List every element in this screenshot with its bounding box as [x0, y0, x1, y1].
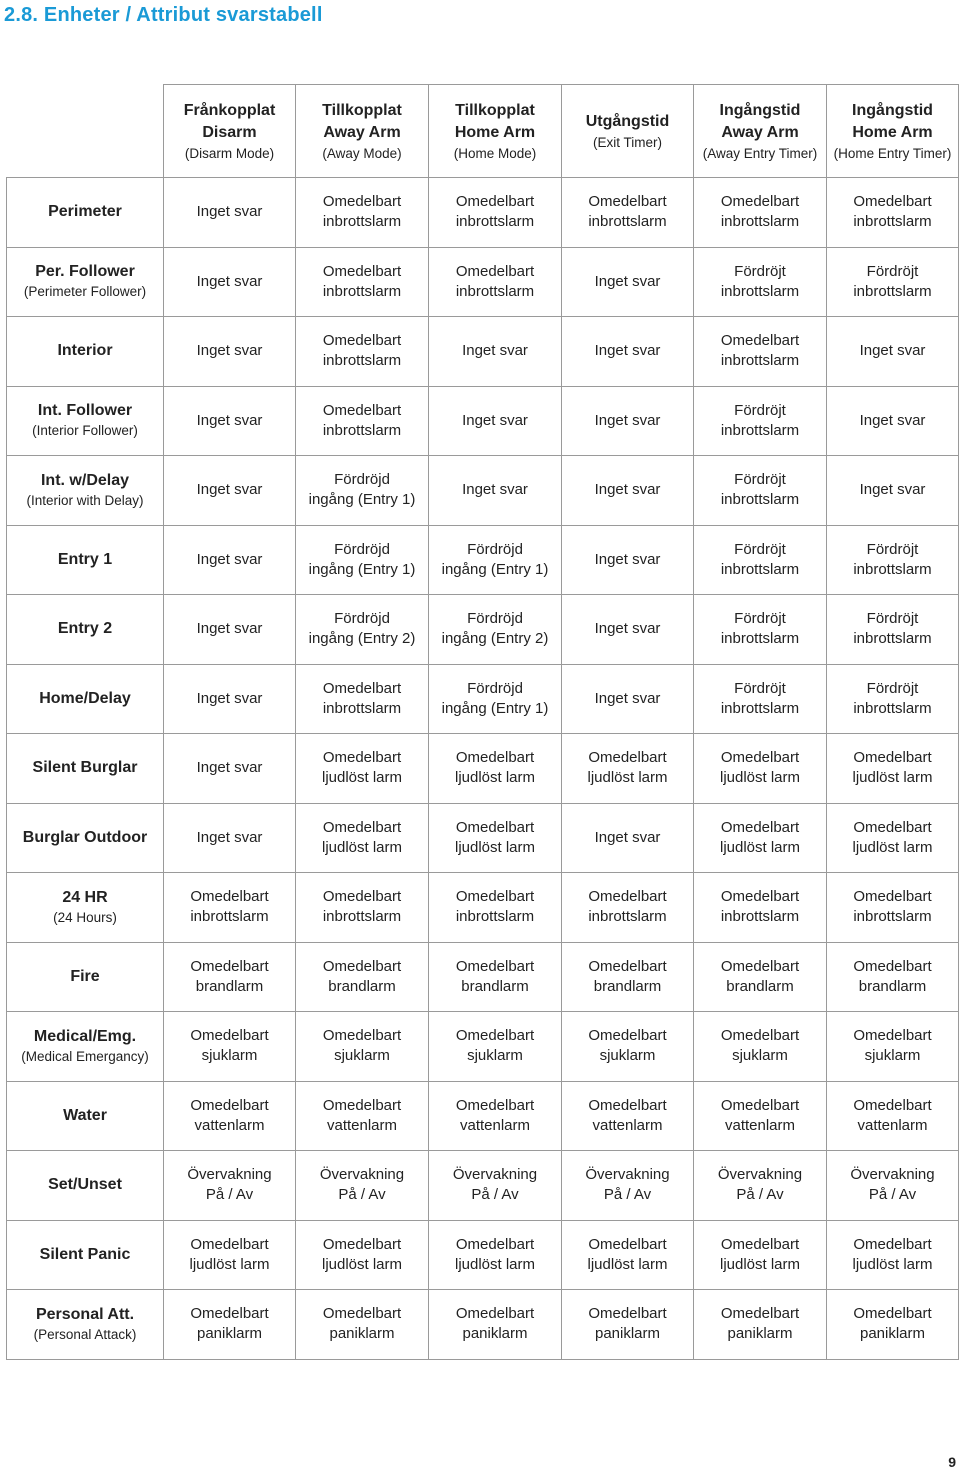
table-cell	[429, 942, 562, 1012]
cell-response-text: Omedelbart ljudlöst larm	[587, 1235, 668, 1273]
cell-response-text: Omedelbart vattenlarm	[720, 1096, 800, 1134]
table-cell	[694, 1081, 827, 1151]
row-sublabel: (Perimeter Follower)	[23, 284, 147, 300]
cell-response-text: Omedelbart brandlarm	[322, 957, 402, 995]
cell-response-text: Omedelbart inbrottslarm	[588, 888, 667, 926]
cell-response-text: Inget svar	[594, 828, 661, 846]
cell-response-text: Omedelbart ljudlöst larm	[454, 1235, 536, 1273]
cell-response-text: Fördröjd ingång (Entry 2)	[308, 610, 416, 648]
cell-response-text: Omedelbart brandlarm	[455, 957, 535, 995]
table-cell	[827, 942, 959, 1012]
cell-response-text: Omedelbart inbrottslarm	[853, 888, 932, 926]
table-cell	[429, 525, 562, 595]
table-cell	[694, 386, 827, 456]
cell-response-text: Omedelbart inbrottslarm	[588, 193, 667, 231]
table-cell	[429, 456, 562, 526]
row-label: Set/Unset	[48, 1176, 122, 1194]
table-cell	[296, 1081, 429, 1151]
cell-response-text: Omedelbart brandlarm	[853, 957, 932, 995]
cell-response-text: Omedelbart paniklarm	[322, 1305, 402, 1343]
cell-response-text: Fördröjt inbrottslarm	[720, 262, 800, 300]
table-cell	[827, 664, 959, 734]
cell-response-text: Omedelbart ljudlöst larm	[719, 818, 801, 856]
column-header-title: Tillkopplat	[322, 101, 402, 119]
table-cell	[562, 873, 694, 943]
cell-response-text: Inget svar	[196, 550, 263, 568]
column-header	[562, 85, 694, 178]
cell-response-text: Omedelbart ljudlöst larm	[454, 818, 536, 856]
table-cell	[562, 247, 694, 317]
cell-response-text: Omedelbart inbrottslarm	[322, 193, 402, 231]
cell-response-text: Inget svar	[594, 481, 661, 499]
table-cell	[164, 803, 296, 873]
table-cell	[562, 525, 694, 595]
table-cell	[562, 456, 694, 526]
cell-response-text: Inget svar	[196, 411, 263, 429]
cell-response-text: Omedelbart inbrottslarm	[720, 888, 800, 926]
table-cell	[296, 1290, 429, 1360]
cell-response-text: Inget svar	[196, 342, 263, 360]
cell-response-text: Omedelbart ljudlöst larm	[719, 1235, 801, 1273]
table-cell	[827, 1220, 959, 1290]
table-row	[7, 942, 959, 1012]
cell-response-text: Inget svar	[196, 620, 263, 638]
table-row	[7, 386, 959, 456]
cell-response-text: Fördröjt inbrottslarm	[853, 540, 932, 578]
column-header-sub: (Disarm Mode)	[184, 145, 275, 161]
cell-response-text: Omedelbart inbrottslarm	[322, 401, 402, 439]
table-row	[7, 664, 959, 734]
cell-response-text: Omedelbart brandlarm	[588, 957, 667, 995]
header-corner-cell	[7, 85, 164, 178]
row-label: Per. Follower	[35, 263, 135, 281]
table-cell	[562, 178, 694, 248]
table-cell	[562, 803, 694, 873]
row-label: Fire	[70, 967, 100, 985]
row-header	[7, 1012, 164, 1082]
table-cell	[562, 942, 694, 1012]
cell-response-text: Fördröjt inbrottslarm	[720, 679, 800, 717]
table-cell	[562, 1220, 694, 1290]
table-cell	[694, 456, 827, 526]
table-cell	[562, 1012, 694, 1082]
cell-response-text: Inget svar	[594, 689, 661, 707]
table-cell	[164, 1081, 296, 1151]
table-cell	[827, 595, 959, 665]
cell-response-text: Fördröjt inbrottslarm	[720, 540, 800, 578]
response-table	[6, 84, 959, 1360]
cell-response-text: Omedelbart ljudlöst larm	[454, 749, 536, 787]
table-row	[7, 1081, 959, 1151]
column-header-sub: (Exit Timer)	[593, 134, 662, 150]
row-header	[7, 595, 164, 665]
table-cell	[164, 734, 296, 804]
row-label: Interior	[57, 342, 113, 360]
column-header-sub: (Away Mode)	[322, 145, 402, 161]
table-cell	[429, 803, 562, 873]
row-header	[7, 525, 164, 595]
row-label: Silent Burglar	[32, 759, 138, 777]
header-row	[7, 85, 959, 178]
table-row	[7, 803, 959, 873]
cell-response-text: Övervakning På / Av	[717, 1166, 803, 1204]
table-cell	[164, 525, 296, 595]
cell-response-text: Inget svar	[196, 481, 263, 499]
row-sublabel: (Interior with Delay)	[26, 492, 144, 508]
table-cell	[562, 386, 694, 456]
table-cell	[296, 386, 429, 456]
table-cell	[429, 247, 562, 317]
cell-response-text: Omedelbart inbrottslarm	[322, 679, 402, 717]
row-header	[7, 873, 164, 943]
cell-response-text: Övervakning På / Av	[319, 1166, 405, 1204]
table-row	[7, 595, 959, 665]
cell-response-text: Omedelbart paniklarm	[588, 1305, 667, 1343]
row-label: Silent Panic	[39, 1245, 131, 1263]
table-cell	[694, 595, 827, 665]
table-cell	[827, 317, 959, 387]
cell-response-text: Omedelbart brandlarm	[720, 957, 800, 995]
table-cell	[164, 456, 296, 526]
table-cell	[694, 1220, 827, 1290]
cell-response-text: Fördröjt inbrottslarm	[853, 679, 932, 717]
column-header-mode: Home Arm	[852, 123, 933, 141]
cell-response-text: Omedelbart sjuklarm	[588, 1027, 667, 1065]
cell-response-text: Omedelbart ljudlöst larm	[852, 818, 933, 856]
table-cell	[296, 525, 429, 595]
cell-response-text: Inget svar	[859, 342, 926, 360]
cell-response-text: Omedelbart paniklarm	[190, 1305, 269, 1343]
column-header-title: Frånkopplat	[183, 101, 276, 119]
table-row	[7, 1012, 959, 1082]
table-cell	[429, 317, 562, 387]
table-cell	[296, 1012, 429, 1082]
cell-response-text: Omedelbart sjuklarm	[190, 1027, 269, 1065]
column-header-title: Ingångstid	[719, 101, 801, 119]
cell-response-text: Omedelbart inbrottslarm	[720, 332, 800, 370]
table-cell	[296, 595, 429, 665]
table-cell	[164, 873, 296, 943]
cell-response-text: Omedelbart paniklarm	[455, 1305, 535, 1343]
table-cell	[164, 1151, 296, 1221]
cell-response-text: Omedelbart inbrottslarm	[322, 888, 402, 926]
cell-response-text: Omedelbart vattenlarm	[322, 1096, 402, 1134]
column-header-title: Utgångstid	[585, 112, 670, 130]
response-table-body	[7, 85, 959, 1360]
table-cell	[827, 803, 959, 873]
table-cell	[164, 595, 296, 665]
table-cell	[296, 247, 429, 317]
cell-response-text: Omedelbart vattenlarm	[588, 1096, 667, 1134]
row-header	[7, 942, 164, 1012]
row-label: Perimeter	[48, 203, 122, 221]
table-cell	[694, 664, 827, 734]
table-cell	[827, 1151, 959, 1221]
cell-response-text: Fördröjt inbrottslarm	[720, 610, 800, 648]
row-header	[7, 1290, 164, 1360]
table-cell	[694, 178, 827, 248]
row-header	[7, 664, 164, 734]
cell-response-text: Inget svar	[196, 759, 263, 777]
table-cell	[694, 1151, 827, 1221]
cell-response-text: Fördröjt inbrottslarm	[853, 262, 932, 300]
column-header-mode: Away Arm	[721, 123, 799, 141]
row-label: Water	[63, 1106, 107, 1124]
column-header	[694, 85, 827, 178]
table-row	[7, 178, 959, 248]
column-header-mode: Disarm	[202, 123, 257, 141]
row-header	[7, 456, 164, 526]
column-header-sub: (Away Entry Timer)	[702, 145, 818, 161]
row-header	[7, 386, 164, 456]
page-title: 2.8. Enheter / Attribut svarstabell	[4, 4, 323, 26]
cell-response-text: Omedelbart inbrottslarm	[455, 193, 535, 231]
table-cell	[164, 386, 296, 456]
row-header	[7, 803, 164, 873]
table-cell	[562, 1290, 694, 1360]
table-row	[7, 1220, 959, 1290]
cell-response-text: Fördröjd ingång (Entry 1)	[441, 679, 549, 717]
table-cell	[694, 942, 827, 1012]
cell-response-text: Omedelbart inbrottslarm	[322, 262, 402, 300]
row-header	[7, 178, 164, 248]
cell-response-text: Inget svar	[594, 272, 661, 290]
table-cell	[164, 247, 296, 317]
row-sublabel: (Personal Attack)	[33, 1326, 137, 1342]
cell-response-text: Inget svar	[196, 203, 263, 221]
table-cell	[429, 386, 562, 456]
cell-response-text: Omedelbart inbrottslarm	[455, 888, 535, 926]
cell-response-text: Omedelbart inbrottslarm	[455, 262, 535, 300]
row-label: Int. Follower	[37, 402, 133, 420]
column-header-title: Ingångstid	[852, 101, 933, 119]
table-cell	[694, 1012, 827, 1082]
row-header	[7, 1081, 164, 1151]
table-cell	[296, 942, 429, 1012]
table-cell	[296, 1151, 429, 1221]
row-label: Medical/Emg.	[33, 1027, 137, 1045]
cell-response-text: Fördröjt inbrottslarm	[720, 401, 800, 439]
table-cell	[694, 317, 827, 387]
table-cell	[296, 734, 429, 804]
cell-response-text: Inget svar	[594, 620, 661, 638]
row-label: Burglar Outdoor	[22, 828, 148, 846]
table-cell	[429, 664, 562, 734]
cell-response-text: Omedelbart ljudlöst larm	[852, 749, 933, 787]
cell-response-text: Omedelbart paniklarm	[720, 1305, 800, 1343]
cell-response-text: Omedelbart ljudlöst larm	[852, 1235, 933, 1273]
cell-response-text: Omedelbart inbrottslarm	[853, 193, 932, 231]
table-cell	[164, 1290, 296, 1360]
column-header	[429, 85, 562, 178]
cell-response-text: Inget svar	[196, 272, 263, 290]
table-cell	[562, 1151, 694, 1221]
cell-response-text: Omedelbart sjuklarm	[853, 1027, 932, 1065]
cell-response-text: Omedelbart inbrottslarm	[322, 332, 402, 370]
row-label: Home/Delay	[39, 689, 131, 707]
row-label: Personal Att.	[35, 1305, 135, 1323]
table-cell	[694, 803, 827, 873]
table-row	[7, 1290, 959, 1360]
cell-response-text: Fördröjd ingång (Entry 1)	[441, 540, 549, 578]
table-cell	[827, 178, 959, 248]
column-header	[164, 85, 296, 178]
cell-response-text: Inget svar	[859, 481, 926, 499]
row-header	[7, 734, 164, 804]
cell-response-text: Omedelbart brandlarm	[190, 957, 269, 995]
row-sublabel: (24 Hours)	[53, 909, 117, 925]
cell-response-text: Fördröjd ingång (Entry 1)	[308, 471, 416, 509]
table-row	[7, 456, 959, 526]
table-cell	[694, 873, 827, 943]
table-cell	[164, 942, 296, 1012]
table-cell	[694, 734, 827, 804]
column-header	[296, 85, 429, 178]
cell-response-text: Omedelbart ljudlöst larm	[189, 1235, 270, 1273]
table-row	[7, 873, 959, 943]
cell-response-text: Omedelbart sjuklarm	[455, 1027, 535, 1065]
table-cell	[429, 1151, 562, 1221]
cell-response-text: Omedelbart vattenlarm	[190, 1096, 269, 1134]
table-row	[7, 247, 959, 317]
cell-response-text: Omedelbart inbrottslarm	[720, 193, 800, 231]
table-row	[7, 1151, 959, 1221]
table-cell	[694, 525, 827, 595]
table-cell	[164, 178, 296, 248]
table-cell	[296, 873, 429, 943]
table-cell	[827, 456, 959, 526]
cell-response-text: Omedelbart sjuklarm	[322, 1027, 402, 1065]
row-header	[7, 247, 164, 317]
row-label: Entry 1	[57, 550, 113, 568]
row-header	[7, 317, 164, 387]
table-cell	[694, 1290, 827, 1360]
table-cell	[827, 873, 959, 943]
cell-response-text: Omedelbart ljudlöst larm	[321, 749, 403, 787]
cell-response-text: Omedelbart sjuklarm	[720, 1027, 800, 1065]
table-cell	[827, 247, 959, 317]
table-cell	[562, 734, 694, 804]
table-cell	[296, 803, 429, 873]
column-header-sub: (Home Entry Timer)	[833, 145, 952, 161]
cell-response-text: Inget svar	[462, 342, 528, 360]
table-cell	[296, 664, 429, 734]
table-cell	[562, 1081, 694, 1151]
cell-response-text: Omedelbart vattenlarm	[455, 1096, 535, 1134]
cell-response-text: Övervakning På / Av	[187, 1166, 272, 1204]
column-header-title: Tillkopplat	[455, 101, 535, 119]
table-cell	[562, 317, 694, 387]
table-cell	[827, 1081, 959, 1151]
cell-response-text: Övervakning På / Av	[850, 1166, 935, 1204]
cell-response-text: Omedelbart ljudlöst larm	[321, 818, 403, 856]
cell-response-text: Fördröjt inbrottslarm	[720, 471, 800, 509]
table-cell	[429, 595, 562, 665]
row-header	[7, 1151, 164, 1221]
cell-response-text: Inget svar	[196, 689, 263, 707]
table-cell	[429, 1290, 562, 1360]
cell-response-text: Inget svar	[462, 481, 528, 499]
column-header-sub: (Home Mode)	[453, 145, 537, 161]
table-cell	[296, 317, 429, 387]
table-cell	[827, 734, 959, 804]
table-cell	[827, 525, 959, 595]
table-row	[7, 525, 959, 595]
table-cell	[429, 873, 562, 943]
cell-response-text: Fördröjd ingång (Entry 2)	[441, 610, 549, 648]
cell-response-text: Fördröjd ingång (Entry 1)	[308, 540, 416, 578]
table-cell	[429, 1220, 562, 1290]
cell-response-text: Inget svar	[196, 828, 263, 846]
table-cell	[827, 1290, 959, 1360]
column-header-mode: Away Arm	[323, 123, 401, 141]
row-sublabel: (Medical Emergancy)	[21, 1048, 149, 1064]
cell-response-text: Inget svar	[594, 411, 661, 429]
cell-response-text: Inget svar	[594, 342, 661, 360]
cell-response-text: Omedelbart paniklarm	[853, 1305, 932, 1343]
cell-response-text: Omedelbart inbrottslarm	[190, 888, 269, 926]
table-cell	[429, 178, 562, 248]
table-cell	[164, 317, 296, 387]
row-label: 24 HR	[62, 888, 108, 906]
cell-response-text: Övervakning På / Av	[452, 1166, 538, 1204]
row-label: Entry 2	[57, 620, 113, 638]
column-header	[827, 85, 959, 178]
table-row	[7, 734, 959, 804]
cell-response-text: Inget svar	[462, 411, 528, 429]
table-cell	[296, 178, 429, 248]
table-cell	[164, 664, 296, 734]
cell-response-text: Omedelbart ljudlöst larm	[321, 1235, 403, 1273]
page-number: 9	[948, 1454, 956, 1470]
table-cell	[429, 1012, 562, 1082]
table-cell	[296, 456, 429, 526]
table-cell	[429, 734, 562, 804]
table-cell	[827, 1012, 959, 1082]
table-cell	[164, 1220, 296, 1290]
cell-response-text: Omedelbart ljudlöst larm	[719, 749, 801, 787]
table-row	[7, 317, 959, 387]
column-header-mode: Home Arm	[454, 123, 536, 141]
cell-response-text: Omedelbart ljudlöst larm	[587, 749, 668, 787]
table-cell	[296, 1220, 429, 1290]
table-cell	[827, 386, 959, 456]
table-cell	[694, 247, 827, 317]
cell-response-text: Omedelbart vattenlarm	[853, 1096, 932, 1134]
table-cell	[164, 1012, 296, 1082]
cell-response-text: Övervakning På / Av	[585, 1166, 670, 1204]
table-cell	[429, 1081, 562, 1151]
cell-response-text: Fördröjt inbrottslarm	[853, 610, 932, 648]
row-label: Int. w/Delay	[40, 471, 130, 489]
cell-response-text: Inget svar	[594, 550, 661, 568]
row-sublabel: (Interior Follower)	[32, 423, 138, 439]
table-cell	[562, 664, 694, 734]
table-cell	[562, 595, 694, 665]
row-header	[7, 1220, 164, 1290]
cell-response-text: Inget svar	[859, 411, 926, 429]
